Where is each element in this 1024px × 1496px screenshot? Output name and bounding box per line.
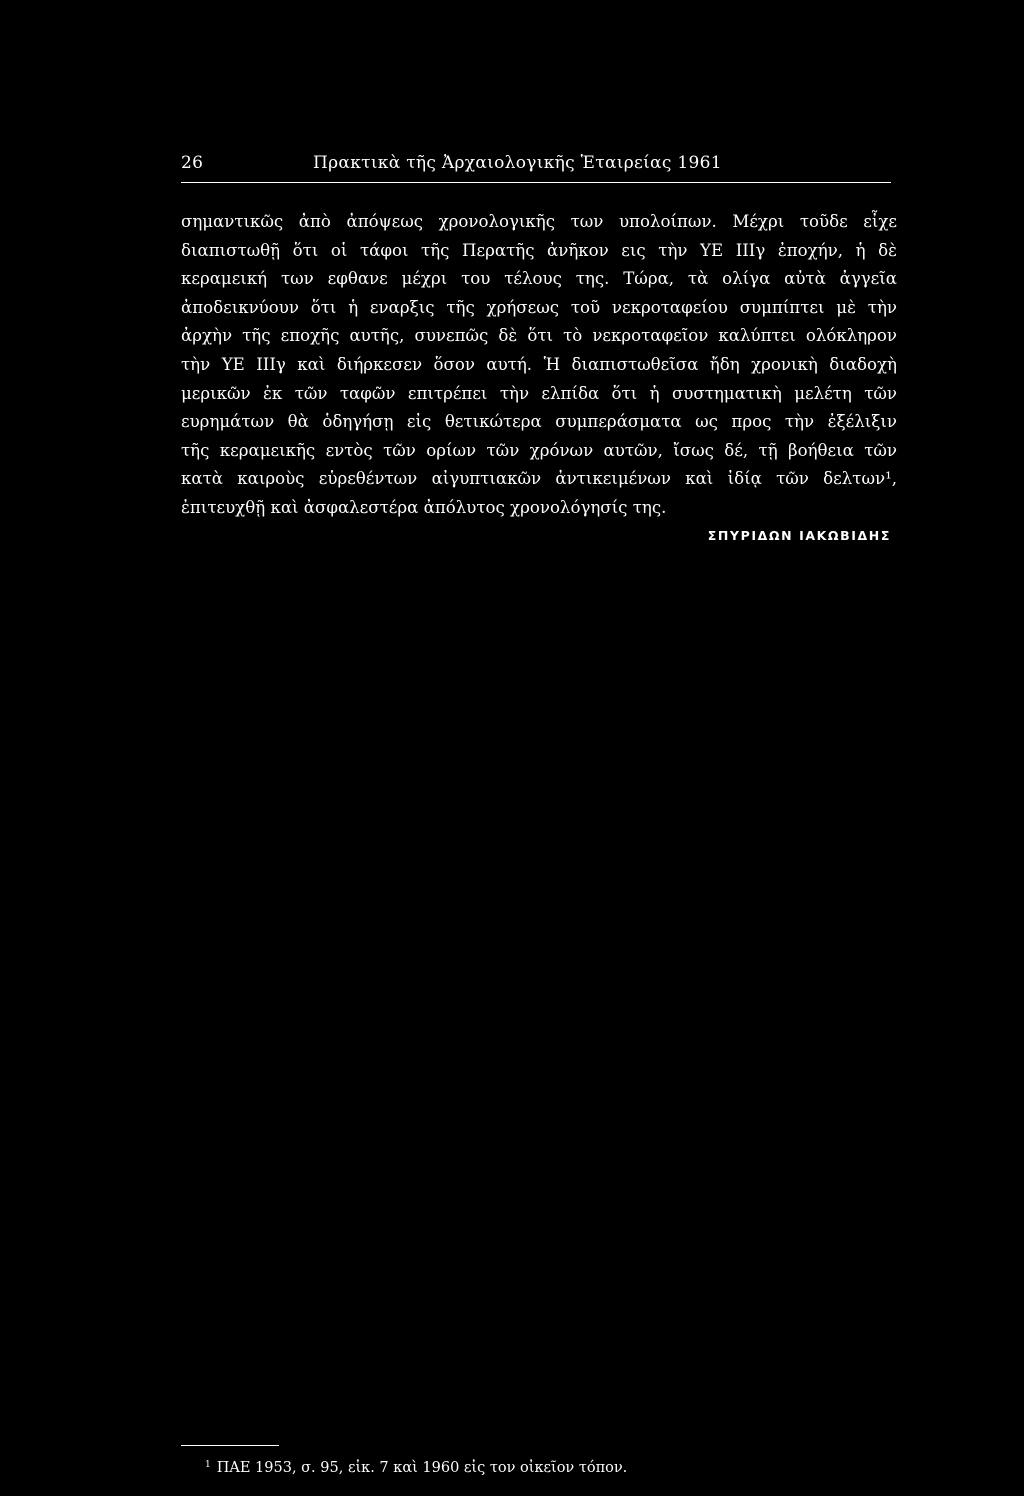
text-line: σημαντικῶς ἀπὸ ἀπόψεως χρονολογικῆς των υπολοίπων. Μέχρι τοῦδε εἶχε: [181, 212, 897, 231]
running-header: [181, 153, 891, 181]
text-line: μερικῶν ἐκ τῶν ταφῶν επιτρέπει τὴν ελπίδα ὅτι ἡ συστηματικὴ μελέτη τῶν: [181, 383, 897, 403]
header-rule: [181, 182, 891, 183]
text-line: τὴν ΥΕ ΙΙΙγ καὶ διήρκεσεν ὅσον αυτή. Ἡ διαπιστωθεῖσα ἤδη χρονικὴ διαδοχὴ: [181, 354, 897, 374]
text-line: τῆς κεραμεικῆς εντὸς τῶν ορίων τῶν χρόνων αυτῶν, ἴσως δέ, τῇ βοήθεια τῶν: [181, 440, 897, 460]
body-paragraph: [181, 208, 897, 523]
text-line: ευρημάτων θὰ ὁδηγήσῃ εἰς θετικώτερα συμπεράσματα ως προς τὴν ἐξέλιξιν: [181, 412, 897, 432]
page-number: 26: [181, 153, 204, 173]
footnote-rule: [181, 1445, 279, 1446]
author-signature: ΣΠΥΡΙΔΩΝ ΙΑΚΩΒΙΔΗΣ: [707, 528, 891, 543]
text-line: ἐπιτευχθῇ καὶ ἀσφαλεστέρα ἀπόλυτος χρονολόγησίς της.: [181, 497, 667, 517]
journal-title: Πρακτικὰ τῆς Ἀρχαιολογικῆς Ἑταιρείας 1961: [313, 153, 722, 173]
text-line: διαπιστωθῇ ὅτι οἱ τάφοι τῆς Περατῆς ἀνῆκον εις τὴν ΥΕ ΙΙΙγ ἐποχήν, ἡ δὲ: [181, 240, 897, 260]
text-line: ἀρχὴν τῆς εποχῆς αυτῆς, συνεπῶς δὲ ὅτι τὸ νεκροταφεῖον καλύπτει ολόκληρον: [181, 326, 897, 346]
footnote-text: ΠΑΕ 1953, σ. 95, εἰκ. 7 καὶ 1960 εἰς τον οἰκεῖον τόπον.: [216, 1460, 628, 1476]
text-line: ἀποδεικνύουν ὅτι ἡ εναρξις τῆς χρήσεως τοῦ νεκροταφείου συμπίπτει μὲ τὴν: [181, 297, 897, 317]
footnote: [205, 1460, 627, 1476]
text-line: κατὰ καιροὺς εὑρεθέντων αἰγυπτιακῶν ἀντικειμένων καὶ ἰδίᾳ τῶν δελτων¹,: [181, 469, 897, 489]
text-line: κεραμεική των εφθανε μέχρι του τέλους της. Τώρα, τὰ ολίγα αὐτὰ ἀγγεῖα: [181, 269, 897, 289]
footnote-marker: 1: [205, 1460, 211, 1470]
